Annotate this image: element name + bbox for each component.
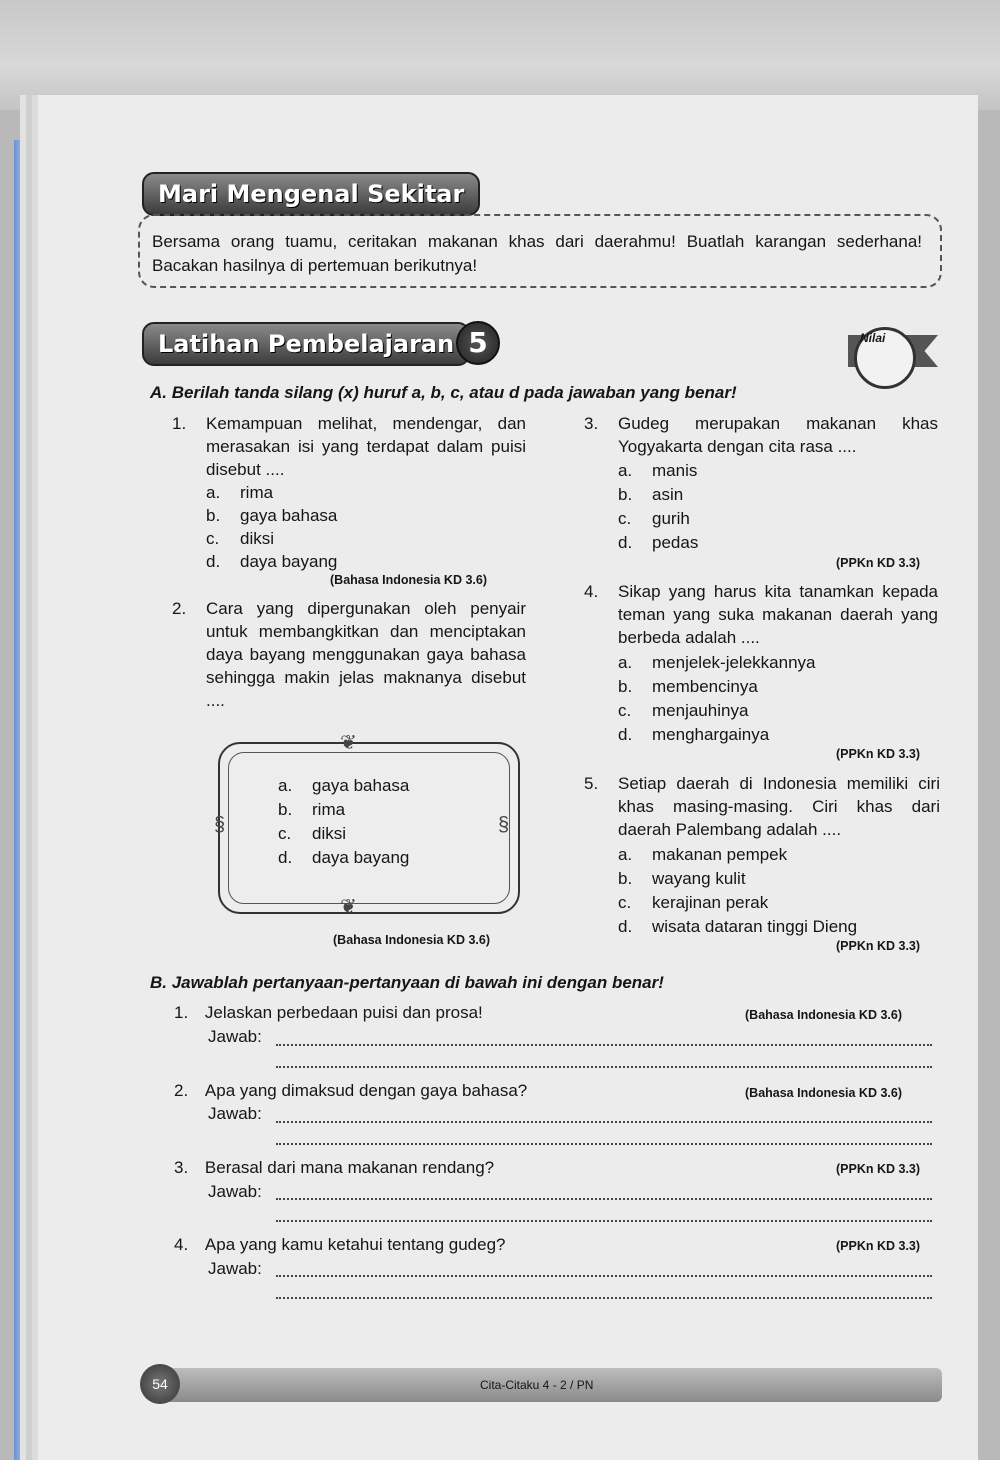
option-text: diksi (240, 529, 275, 548)
section-a-heading: A. Berilah tanda silang (x) huruf a, b, c, atau d pada jawaban yang benar! (150, 383, 737, 402)
page-number-apple-icon: 54 (140, 1364, 180, 1404)
option-4b[interactable] (618, 675, 758, 698)
essay-kd-4: (PPKn KD 3.3) (836, 1239, 921, 1253)
option-5a[interactable] (618, 843, 787, 866)
essay-kd-1: (Bahasa Indonesia KD 3.6) (745, 1008, 902, 1022)
option-3d[interactable] (618, 531, 698, 554)
option-letter: a. (278, 776, 293, 795)
essay-kd-2: (Bahasa Indonesia KD 3.6) (745, 1086, 902, 1100)
score-label: Nilai (860, 331, 886, 345)
ornament-bottom-icon: ❦ (340, 896, 357, 918)
essay-3 (174, 1156, 494, 1180)
answer-line-1a[interactable] (276, 1044, 932, 1046)
option-letter: c. (618, 509, 632, 528)
option-text: wisata dataran tinggi Dieng (652, 917, 858, 936)
option-letter: d. (618, 725, 633, 744)
essay-number: 1. (174, 1003, 189, 1022)
question-number: 5. (584, 774, 599, 793)
option-2b[interactable] (278, 798, 345, 821)
option-text: daya bayang (240, 552, 338, 571)
answer-line-3a[interactable] (276, 1198, 932, 1200)
essay-question: Jelaskan perbedaan puisi dan prosa! (204, 1003, 483, 1022)
option-letter: b. (618, 485, 633, 504)
option-letter: b. (618, 869, 633, 888)
option-text: wayang kulit (652, 869, 746, 888)
option-letter: b. (206, 506, 221, 525)
answer-line-3b[interactable] (276, 1220, 932, 1222)
option-letter: c. (618, 701, 632, 720)
option-letter: a. (618, 653, 633, 672)
option-text: kerajinan perak (652, 893, 769, 912)
essay-4 (174, 1233, 506, 1257)
option-letter: a. (618, 461, 633, 480)
option-1d[interactable] (206, 550, 337, 573)
option-letter: b. (618, 677, 633, 696)
answer-label-4: Jawab: (208, 1259, 262, 1278)
answer-line-4a[interactable] (276, 1275, 932, 1277)
banner-mari-mengenal-sekitar: Mari Mengenal Sekitar (142, 172, 480, 216)
banner-latihan-pembelajaran: Latihan Pembelajaran (142, 322, 470, 366)
option-letter: d. (618, 533, 633, 552)
option-4d[interactable] (618, 723, 769, 746)
book-edge (14, 140, 22, 1460)
option-text: asin (652, 485, 684, 504)
option-letter: d. (618, 917, 633, 936)
option-3a[interactable] (618, 459, 697, 482)
kd-label-5: (PPKn KD 3.3) (836, 939, 921, 953)
ornament-top-icon: ❦ (340, 732, 357, 754)
answer-label-2: Jawab: (208, 1104, 262, 1123)
ornament-right-icon: § (498, 814, 510, 836)
footer-label: Cita-Citaku 4 - 2 / PN (480, 1378, 594, 1392)
option-5d[interactable] (618, 915, 857, 938)
option-3b[interactable] (618, 483, 683, 506)
option-2a[interactable] (278, 774, 409, 797)
option-text: makanan pempek (652, 845, 788, 864)
ornament-left-icon: § (214, 814, 226, 836)
kd-label-1: (Bahasa Indonesia KD 3.6) (330, 573, 487, 587)
option-text: menjauhinya (652, 701, 749, 720)
option-1c[interactable] (206, 527, 274, 550)
answer-line-2a[interactable] (276, 1121, 932, 1123)
section-b-heading: B. Jawablah pertanyaan-pertanyaan di bawah ini dengan benar! (150, 973, 664, 992)
option-1b[interactable] (206, 504, 337, 527)
answer-label-1: Jawab: (208, 1027, 262, 1046)
question-stem: Cara yang dipergunakan oleh penyair untuk membangkitkan dan menciptakan daya bayang menggunakan gaya bahasa sehingga makin jelas maknanya disebut .... (206, 599, 526, 710)
question-number: 4. (584, 582, 599, 601)
question-number: 2. (172, 599, 187, 618)
essay-question: Apa yang kamu ketahui tentang gudeg? (204, 1235, 506, 1254)
option-2c[interactable] (278, 822, 346, 845)
kd-label-3: (PPKn KD 3.3) (836, 556, 921, 570)
option-5b[interactable] (618, 867, 746, 890)
option-text: membencinya (652, 677, 758, 696)
question-stem: Gudeg merupakan makanan khas Yogyakarta dengan cita rasa .... (618, 414, 938, 456)
lesson-number-badge: 5 (456, 321, 500, 365)
option-text: daya bayang (312, 848, 410, 867)
essay-question: Berasal dari mana makanan rendang? (204, 1158, 495, 1177)
option-letter: c. (278, 824, 292, 843)
option-letter: b. (278, 800, 293, 819)
option-text: gaya bahasa (312, 776, 410, 795)
option-text: diksi (312, 824, 347, 843)
option-letter: a. (206, 483, 221, 502)
option-letter: a. (618, 845, 633, 864)
kd-label-4: (PPKn KD 3.3) (836, 747, 921, 761)
question-stem: Setiap daerah di Indonesia memiliki ciri khas masing-masing. Ciri khas dari daerah Palembang adalah .... (618, 774, 940, 839)
essay-question: Apa yang dimaksud dengan gaya bahasa? (204, 1081, 528, 1100)
option-text: gaya bahasa (240, 506, 338, 525)
essay-kd-3: (PPKn KD 3.3) (836, 1162, 921, 1176)
option-text: manis (652, 461, 698, 480)
score-box (828, 325, 938, 385)
option-letter: c. (206, 529, 220, 548)
option-text: menghargainya (652, 725, 770, 744)
kd-label-2: (Bahasa Indonesia KD 3.6) (333, 933, 490, 947)
option-text: gurih (652, 509, 690, 528)
essay-number: 3. (174, 1158, 189, 1177)
question-stem: Kemampuan melihat, mendengar, dan merasakan isi yang terdapat dalam puisi disebut .... (206, 414, 526, 479)
option-1a[interactable] (206, 481, 273, 504)
answer-label-3: Jawab: (208, 1182, 262, 1201)
option-text: menjelek-jelekkannya (652, 653, 816, 672)
essay-1 (174, 1001, 483, 1025)
option-4a[interactable] (618, 651, 815, 674)
option-2d[interactable] (278, 846, 409, 869)
option-letter: d. (278, 848, 293, 867)
answer-line-4b[interactable] (276, 1297, 932, 1299)
scan-background (0, 0, 1000, 110)
option-letter: d. (206, 552, 221, 571)
essay-2 (174, 1079, 527, 1103)
option-letter: c. (618, 893, 632, 912)
question-number: 3. (584, 414, 599, 433)
question-number: 1. (172, 414, 187, 433)
essay-number: 4. (174, 1235, 189, 1254)
option-4c[interactable] (618, 699, 748, 722)
answer-line-1b[interactable] (276, 1066, 932, 1068)
essay-number: 2. (174, 1081, 189, 1100)
option-text: rima (240, 483, 274, 502)
intro-text: Bersama orang tuamu, ceritakan makanan khas dari daerahmu! Buatlah karangan sederhana! Bacakan hasilnya di pertemuan berikutnya! (152, 232, 922, 275)
options-frame (214, 732, 520, 918)
option-5c[interactable] (618, 891, 768, 914)
option-text: pedas (652, 533, 699, 552)
option-text: rima (312, 800, 346, 819)
answer-line-2b[interactable] (276, 1143, 932, 1145)
option-3c[interactable] (618, 507, 690, 530)
question-stem: Sikap yang harus kita tanamkan kepada teman yang suka makanan daerah yang berbeda adalah .... (618, 582, 938, 647)
